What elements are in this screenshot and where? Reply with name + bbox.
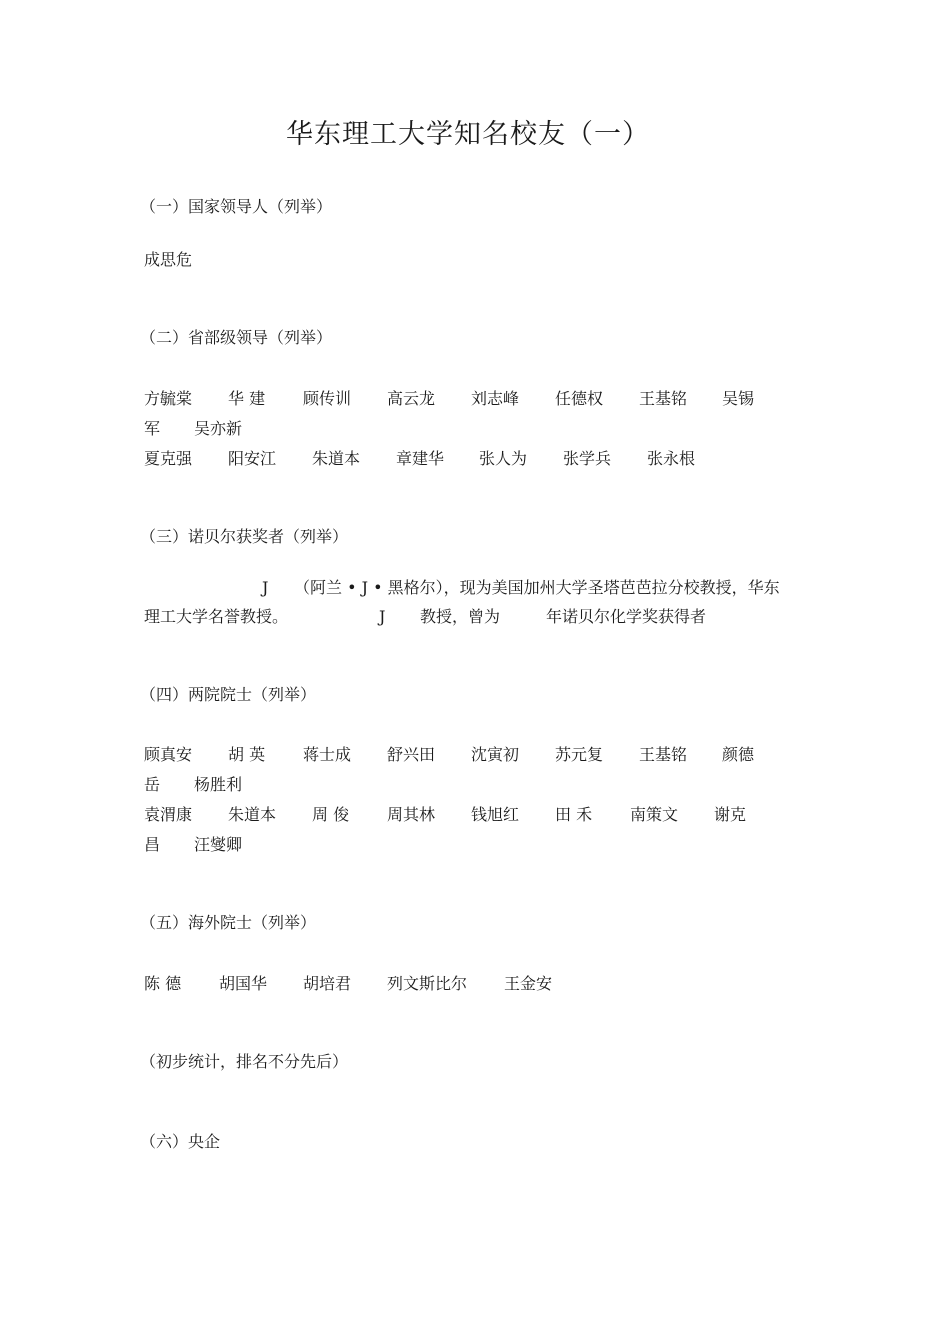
nobel-j: J [262, 578, 269, 597]
statistics-note: （初步统计，排名不分先后） [140, 1052, 349, 1071]
name-item: 昌 [144, 835, 161, 854]
name-item: 田 禾 [555, 805, 593, 824]
name-item: 夏克强 [144, 449, 193, 468]
name-item: 胡培君 [303, 974, 352, 993]
name-item: 方毓棠 [144, 389, 193, 408]
name-item: 陈 德 [144, 974, 182, 993]
name-item: 成思危 [144, 250, 193, 269]
nobel-line2-mid: 教授，曾为 [420, 607, 501, 626]
nobel-line2-end: 年诺贝尔化学奖获得者 [546, 607, 707, 626]
name-item: 汪燮卿 [194, 835, 243, 854]
section-heading-nobel: （三）诺贝尔获奖者（列举） [140, 527, 349, 546]
nobel-line2: 理工大学名誉教授。 [144, 607, 289, 626]
section-heading-ministers: （二）省部级领导（列举） [140, 328, 333, 347]
section-heading-soe: （六）央企 [140, 1132, 221, 1151]
name-item: 杨胜利 [194, 775, 243, 794]
name-item: 顾真安 [144, 745, 193, 764]
name-item: 张学兵 [563, 449, 612, 468]
name-item: 任德权 [555, 389, 604, 408]
name-item: 张人为 [479, 449, 528, 468]
name-item: 华 建 [228, 389, 266, 408]
name-item: 舒兴田 [387, 745, 436, 764]
name-item: 周 俊 [312, 805, 350, 824]
name-item: 沈寅初 [471, 745, 520, 764]
name-item: 苏元复 [555, 745, 604, 764]
name-item: 王基铭 [639, 745, 688, 764]
page-title: 华东理工大学知名校友（一） [286, 119, 650, 150]
name-item: 吴亦新 [194, 419, 243, 438]
name-item: 朱道本 [228, 805, 277, 824]
name-item: 列文斯比尔 [387, 974, 468, 993]
nobel-j: J [379, 607, 386, 626]
name-item: 朱道本 [312, 449, 361, 468]
nobel-line1: （阿兰 • J • 黑格尔），现为美国加州大学圣塔芭芭拉分校教授，华东 [294, 578, 780, 597]
name-item: 王金安 [504, 974, 553, 993]
section-heading-leaders: （一）国家领导人（列举） [140, 197, 333, 216]
name-item: 张永根 [647, 449, 696, 468]
name-item: 吴锡 [722, 389, 755, 408]
name-item: 章建华 [396, 449, 445, 468]
section-heading-overseas: （五）海外院士（列举） [140, 913, 317, 932]
name-item: 南策文 [630, 805, 679, 824]
name-item: 顾传训 [303, 389, 352, 408]
name-item: 王基铭 [639, 389, 688, 408]
name-item: 高云龙 [387, 389, 436, 408]
name-item: 胡 英 [228, 745, 266, 764]
name-item: 蒋士成 [303, 745, 352, 764]
name-item: 钱旭红 [471, 805, 520, 824]
name-item: 周其林 [387, 805, 436, 824]
name-item: 军 [144, 419, 161, 438]
name-item: 阳安江 [228, 449, 277, 468]
name-item: 谢克 [714, 805, 747, 824]
section-heading-academicians: （四）两院院士（列举） [140, 685, 317, 704]
name-item: 袁渭康 [144, 805, 193, 824]
name-item: 颜德 [722, 745, 755, 764]
name-item: 刘志峰 [471, 389, 520, 408]
name-item: 岳 [144, 775, 161, 794]
name-item: 胡国华 [219, 974, 268, 993]
